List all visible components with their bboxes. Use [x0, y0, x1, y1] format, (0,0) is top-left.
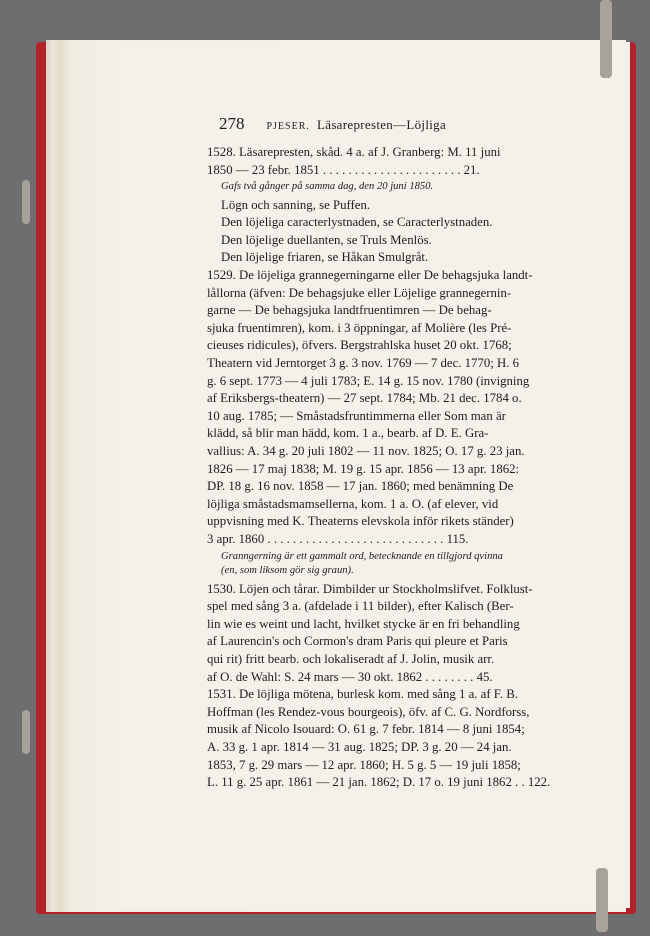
entry-1528: 1528. Läsarepresten, skåd. 4 a. af J. Granberg: M. 11 juni 1850 — 23 febr. 1851 . . . . . . . . . . . . . . . . . . . . . . 21. Gafs två gånger på samma dag, den 20 juni 1850.: [207, 145, 501, 193]
running-title: PJESER. Läsarepresten—Löjliga: [266, 117, 447, 132]
page-content: [207, 114, 612, 792]
running-head: [219, 114, 612, 144]
entry-1529: 1529. De löjeliga grannegerningarne eller De behagsjuka landt- lållorna (äfven: De behagsjuke eller Löjelige grannegernin- garne — De behagsjuka landtfruentimren — De behag- sjuka fruentimren), kom. i 3 öppningar, af Molière (les Pré- cieuses ridicules), öfvers. Bergstrahlska huset 20 okt. 1768; Theatern vid Jerntorget 3 g. 3 nov. 1769 — 7 dec. 1770; H. 6 g. 6 sept. 1773 — 4 juli 1783; E. 14 g. 15 nov. 1780 (invigning af Eriksbergs-theatern) — 27 sept. 1784; Mb. 21 dec. 1784 o. 10 aug. 1785; — Småstadsfruntimmerna eller Som man är klädd, så blir man hädd, kom. 1 a., bearb. af D. E. Gra- vallius: A. 34 g. 20 juli 1802 — 11 nov. 1825; O. 17 g. 23 jan. 1826 — 17 maj 1838; M. 19 g. 15 apr. 1856 — 13 apr. 1862: DP. 18 g. 16 nov. 1858 — 17 jan. 1860; med benämning De löjliga småstadsmamsellerna, kom. 1 a. O. (af elever, vid uppvisning med K. Theaterns elevskola inför rikets ständer) 3 apr. 1860 . . . . . . . . . . . . . . . . . . . . . . . . . . . . 115. Granngerning är ett gammalt ord, betecknande en tillgjord qvinna (en, som liksom gör sig graun).: [207, 268, 533, 577]
entry-1531: 1531. De löjliga mötena, burlesk kom. med sång 1 a. af F. B. Hoffman (les Rendez-vous bourgeois), öfv. af C. G. Nordforss, musik af Nicolo Isouard: O. 61 g. 7 febr. 1814 — 8 juni 1854; A. 33 g. 1 apr. 1814 — 31 aug. 1825; DP. 3 g. 20 — 24 jan. 1853, 7 g. 29 mars — 12 apr. 1860; H. 5 g. 5 — 19 juli 1858; L. 11 g. 25 apr. 1861 — 21 jan. 1862; D. 17 o. 19 juni 1862 . . 122.: [207, 687, 551, 790]
binder-clip-bottom: [596, 868, 608, 932]
xref-caracterlystnaden: Den löjeliga caracterlystnaden, se Caracterlystnaden.: [221, 215, 493, 230]
binder-clip-left-2: [22, 710, 30, 754]
entry-1530: 1530. Löjen och tårar. Dimbilder ur Stockholmslifvet. Folklust- spel med sång 3 a. (afdelade i 11 bilder), efter Kalisch (Ber- lin wie es weint und lacht, hvilket stycke är en fri behandling af Laurencin's och Cormon's dram Paris qui pleure et Paris qui rit) fritt bearb. och lokaliseradt af J. Jolin, musik arr. af O. de Wahl: S. 24 mars — 30 okt. 1862 . . . . . . . . 45.: [207, 581, 533, 684]
cross-reference-list: [207, 197, 612, 267]
xref-duellanten: Den löjelige duellanten, se Truls Menlös.: [221, 232, 432, 247]
binder-clip-top: [600, 0, 612, 78]
page-number: 278: [219, 114, 245, 133]
binder-clip-left-1: [22, 180, 30, 224]
xref-friaren: Den löjelige friaren, se Håkan Smulgråt.: [221, 250, 429, 265]
xref-logn: Lögn och sanning, se Puffen.: [221, 197, 371, 212]
